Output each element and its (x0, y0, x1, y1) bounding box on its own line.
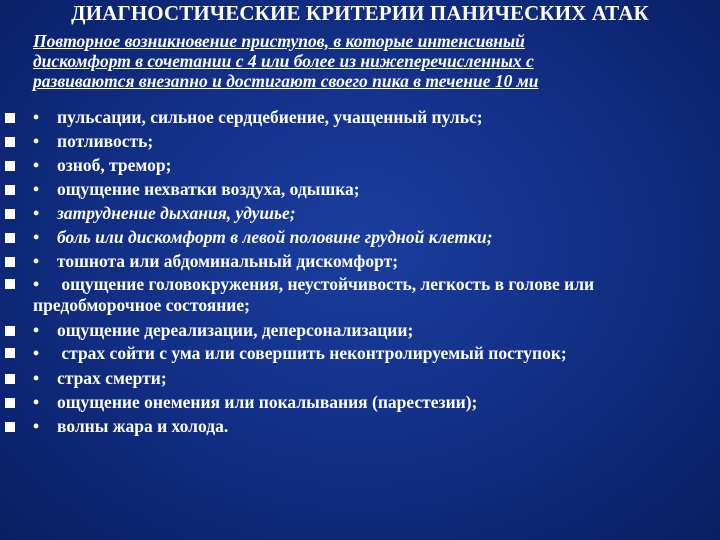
square-bullet-icon (5, 326, 15, 336)
list-item (0, 105, 720, 129)
list-item-text: озноб, тремор; (57, 155, 172, 175)
square-bullet-icon (5, 257, 15, 267)
list-item-text: тошнота или абдоминальный дискомфорт; (57, 251, 399, 271)
bullet-dot: • (33, 392, 40, 412)
list-item-text: ощущение головокружения, неустойчивость, легкость в голове или предобморочное состояние; (33, 274, 595, 315)
list-item-text: страх сойти с ума или совершить неконтролируемый поступок; (57, 343, 567, 363)
bullet-dot: • (33, 155, 40, 175)
bullet-dot: • (33, 343, 40, 363)
list-item (0, 153, 720, 177)
square-bullet-icon (5, 348, 15, 358)
bullet-dot: • (33, 368, 40, 388)
list-item-text: потливость; (57, 131, 154, 151)
list-item-text: ощущение онемения или покалывания (парестезии); (57, 392, 478, 412)
square-bullet-icon (5, 185, 15, 195)
list-item (0, 390, 720, 414)
list-item-text: страх смерти; (57, 368, 167, 388)
list-item (0, 177, 720, 201)
square-bullet-icon (5, 161, 15, 171)
list-item (0, 249, 720, 273)
intro-paragraph: Повторное возникновение приступов, в которые интенсивный дискомфорт в сочетании с 4 или более из нижеперечисленных с развиваются внезапно и достигают своего пика в течение 10 ми (33, 31, 539, 91)
square-bullet-icon (5, 233, 15, 243)
list-item-text: затруднение дыхания, удушье; (57, 203, 296, 223)
list-item (0, 129, 720, 153)
square-bullet-icon (5, 209, 15, 219)
criteria-list (0, 105, 720, 438)
square-bullet-icon (5, 398, 15, 408)
slide-title: ДИАГНОСТИЧЕСКИЕ КРИТЕРИИ ПАНИЧЕСКИХ АТАК (71, 1, 649, 25)
list-item (0, 414, 720, 438)
list-item-text: пульсации, сильное сердцебиение, учащенный пульс; (57, 107, 483, 127)
list-item (0, 318, 720, 342)
list-item (0, 342, 720, 366)
bullet-dot: • (33, 107, 40, 127)
list-item (0, 225, 720, 249)
bullet-dot: • (33, 131, 40, 151)
square-bullet-icon (5, 113, 15, 123)
list-item-text: боль или дискомфорт в левой половине грудной клетки; (57, 227, 493, 247)
bullet-dot: • (33, 320, 40, 340)
list-item (0, 273, 720, 318)
bullet-dot: • (33, 227, 40, 247)
list-item-text: волны жара и холода. (57, 416, 229, 436)
bullet-dot: • (33, 203, 40, 223)
bullet-dot: • (33, 416, 40, 436)
list-item-text: ощущение нехватки воздуха, одышка; (57, 179, 360, 199)
list-item (0, 366, 720, 390)
bullet-dot: • (33, 274, 40, 294)
list-item (0, 201, 720, 225)
square-bullet-icon (5, 374, 15, 384)
square-bullet-icon (5, 422, 15, 432)
bullet-dot: • (33, 251, 40, 271)
bullet-dot: • (33, 179, 40, 199)
list-item-text: ощущение дереализации, деперсонализации; (57, 320, 414, 340)
square-bullet-icon (5, 137, 15, 147)
square-bullet-icon (5, 279, 15, 289)
